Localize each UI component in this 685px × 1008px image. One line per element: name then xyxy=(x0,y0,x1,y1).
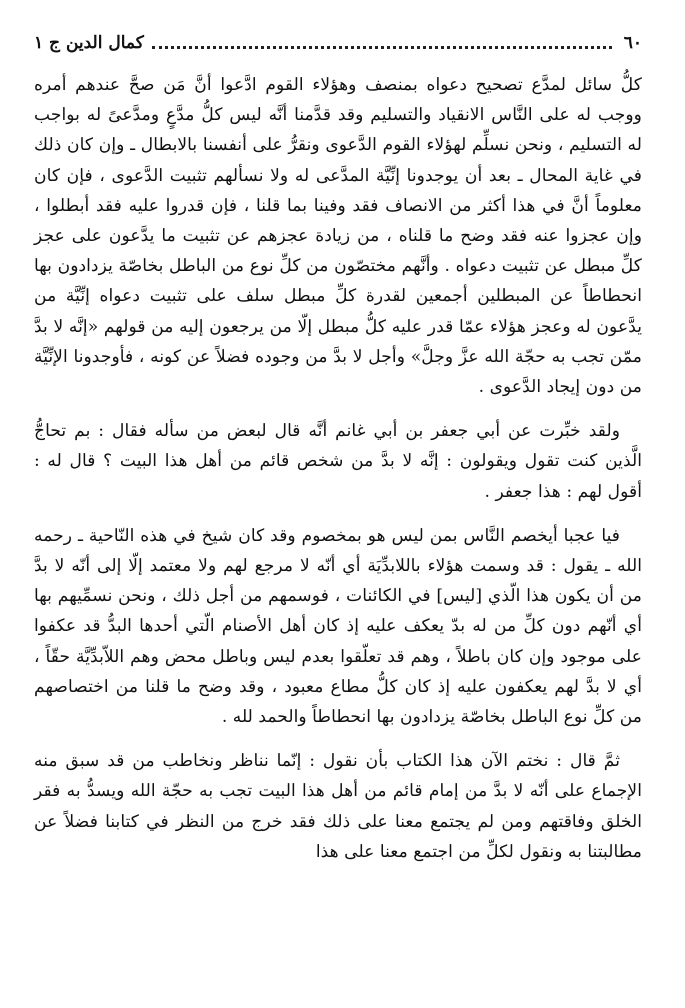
running-title: كمال الدين ج ١ xyxy=(34,33,144,53)
page-header xyxy=(34,30,642,56)
paragraph-3: فيا عجبا أيخصم النَّاس بمن ليس هو بمخصوم وقد كان شيخ في هذه النّاحية ـ رحمه الله ـ يقول : قد وسمت هؤلاء باللابدِّيَة أي أنّه لا مرجع لهم ولا معتمد إلّا إلى أنّه لا بدَّ من أن يكون هذا الّذي [ليس] في الكائنات ، فوسمهم من أجل ذلك ، ونحن نسمِّيهم بها أي أنّهم دون كلِّ من له بدّ يعكف عليه إذ كان أهل الأصنام الّتي أحدها البدُّ قد عكفوا على موجود وإن كان باطلاً ، وهم قد تعلّقوا بعدم ليس وباطل محض وهم اللاّبدِّيَّة حقّاً ، أي لا بدَّ لهم يعكفون عليه إذ كان كلُّ مطاع معبود ، وقد وضح ما قلنا من اختصاصهم من كلِّ نوع الباطل بخاصّة يزدادون بها انحطاطاً والحمد لله . xyxy=(34,525,642,728)
paragraph-1: كلُّ سائل لمدَّع تصحيح دعواه بمنصف وهؤلاء القوم ادَّعوا أنَّ مَن صحَّ عندهم أمره ووجب له على النَّاس الانقياد والتسليم وقد قدَّمنا أنَّه ليس كلُّ مدَّعٍ ومدَّعىً له بواجب له التسليم ، ونحن نسلِّم لهؤلاء القوم الدَّعوى ونقرُّ على أنفسنا بالابطال ـ وإن كان ذلك في غاية المحال ـ بعد أن يوجدونا إنِّيَّة المدَّعى له ولا نسألهم تثبيت الدَّعوى ، فإن كان معلوماً أنَّ في هذا أكثر من الانصاف فقد وفينا بما قلنا ، فإن قدروا عليه فقد أبطلوا ، وإن عجزوا عنه فقد وضح ما قلناه ، من زيادة عجزهم عن تثبيت ما يدَّعون على عجز كلِّ مبطل عن تثبيت دعواه . وأنَّهم مختصّون من كلِّ نوع من الباطل بخاصّة يزدادون بها انحطاطاً عن المبطلين أجمعين لقدرة كلِّ مبطل سلف على تثبيت دعواه إنِّيَّة من يدَّعون له وعجز هؤلاء عمّا قدر عليه كلُّ مبطل إلّا من يرجعون إليه من قولهم «إنَّه لا بدَّ ممّن تجب به حجّة الله عزَّ وجلَّ» وأجل لا بدَّ من وجوده فضلاً عن كونه ، فأوجدونا الإنِّيَّة من دون إيجاد الدَّعوى . xyxy=(34,75,642,398)
body-text xyxy=(34,70,642,867)
header-dotted-leader xyxy=(152,46,612,49)
paragraph-2: ولقد خبِّرت عن أبي جعفر بن أبي غانم أنَّه قال لبعض من سأله فقال : بم تحاجُّ الَّذين كنت تقول ويقولون : إنَّه لا بدَّ من شخص قائم من أهل هذا البيت ؟ قال له : أقول لهم : هذا جعفر . xyxy=(34,421,642,502)
paragraph-4: ثمَّ قال : نختم الآن هذا الكتاب بأن نقول : إنّما نناظر ونخاطب من قد سبق منه الإجماع على أنّه لا بدَّ من إمام قائم من أهل هذا البيت تجب به حجّة الله ويسدُّ به فقر الخلق وفاقتهم ومن لم يجتمع معنا على ذلك فقد خرج من النظر في كتابنا فضلاً عن مطالبتنا به ونقول لكلِّ من اجتمع معنا على هذا xyxy=(34,751,642,862)
book-page xyxy=(34,30,642,1000)
page-number: ٦٠ xyxy=(623,33,642,53)
